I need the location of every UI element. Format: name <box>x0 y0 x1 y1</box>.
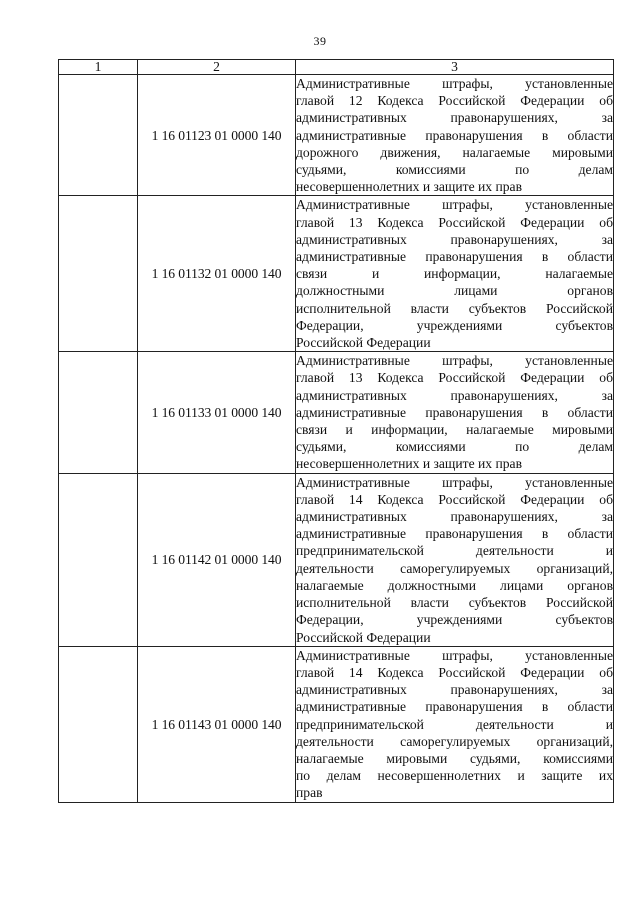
table-cell-col1 <box>59 352 138 473</box>
column-header-2: 2 <box>138 60 296 75</box>
table-cell-col1 <box>59 473 138 646</box>
description-line: судьями, комиссиями по делам <box>296 162 613 178</box>
table-row <box>59 646 614 802</box>
description-line: Административные штрафы, установленные <box>296 197 613 213</box>
description-line: главой 13 Кодекса Российской Федерации об <box>296 370 613 386</box>
description-line: административных правонарушениях, за <box>296 387 613 403</box>
description-line: связи и информации, налагаемые <box>296 266 613 282</box>
description-line: Федерации, учреждениями субъектов <box>296 612 613 628</box>
description-line: административных правонарушениях, за <box>296 682 613 698</box>
description-line: административных правонарушениях, за <box>296 231 613 247</box>
description-cell <box>296 473 614 646</box>
description-cell <box>296 646 614 802</box>
description-line: судьями, комиссиями по делам <box>296 439 613 455</box>
description-line: административные правонарушения в области <box>296 699 613 715</box>
description-line: дорожного движения, налагаемые мировыми <box>296 144 613 160</box>
classification-code: 1 16 01143 01 0000 140 <box>138 646 296 802</box>
table-cell-col1 <box>59 75 138 196</box>
description-line: связи и информации, налагаемые мировыми <box>296 422 613 438</box>
description-line: административные правонарушения в области <box>296 127 613 143</box>
table-row <box>59 352 614 473</box>
page-number: 39 <box>313 34 327 48</box>
table-header-row <box>59 60 614 75</box>
description-line: деятельности саморегулируемых организаций, <box>296 733 613 749</box>
classification-code: 1 16 01142 01 0000 140 <box>138 473 296 646</box>
description-line: административных правонарушениях, за <box>296 509 613 525</box>
table-cell-col1 <box>59 196 138 352</box>
description-line: Административные штрафы, установленные <box>296 353 613 369</box>
description-line: административные правонарушения в области <box>296 526 613 542</box>
description-line: по делам несовершеннолетних и защите их <box>296 768 613 784</box>
column-header-3: 3 <box>296 60 614 75</box>
table-row <box>59 75 614 196</box>
budget-codes-table <box>58 59 614 803</box>
description-line: налагаемые мировыми судьями, комиссиями <box>296 750 613 766</box>
classification-code: 1 16 01133 01 0000 140 <box>138 352 296 473</box>
description-line: главой 13 Кодекса Российской Федерации об <box>296 214 613 230</box>
description-cell <box>296 196 614 352</box>
description-line: деятельности саморегулируемых организаций, <box>296 560 613 576</box>
classification-code: 1 16 01123 01 0000 140 <box>138 75 296 196</box>
description-line: исполнительной власти субъектов Российской <box>296 300 613 316</box>
classification-code: 1 16 01132 01 0000 140 <box>138 196 296 352</box>
description-line: налагаемые должностными лицами органов <box>296 577 613 593</box>
table-row <box>59 473 614 646</box>
description-line: административных правонарушениях, за <box>296 110 613 126</box>
table-cell-col1 <box>59 646 138 802</box>
description-line: главой 14 Кодекса Российской Федерации об <box>296 664 613 680</box>
description-line: предпринимательской деятельности и <box>296 543 613 559</box>
description-line: должностными лицами органов <box>296 283 613 299</box>
description-line: исполнительной власти субъектов Российской <box>296 595 613 611</box>
description-cell <box>296 352 614 473</box>
description-line: административные правонарушения в области <box>296 249 613 265</box>
description-line: Российской Федерации <box>296 629 431 645</box>
description-line: несовершеннолетних и защите их прав <box>296 179 523 195</box>
description-line: главой 12 Кодекса Российской Федерации об <box>296 93 613 109</box>
description-line: административные правонарушения в области <box>296 404 613 420</box>
description-line: предпринимательской деятельности и <box>296 716 613 732</box>
description-line: Административные штрафы, установленные <box>296 647 613 663</box>
description-line: Федерации, учреждениями субъектов <box>296 317 613 333</box>
description-line: Административные штрафы, установленные <box>296 474 613 490</box>
description-line: Российской Федерации <box>296 335 431 351</box>
description-cell <box>296 75 614 196</box>
table-row <box>59 196 614 352</box>
description-line: Административные штрафы, установленные <box>296 76 613 91</box>
description-line: главой 14 Кодекса Российской Федерации об <box>296 491 613 507</box>
description-line: прав <box>296 785 323 801</box>
column-header-1: 1 <box>59 60 138 75</box>
description-line: несовершеннолетних и защите их прав <box>296 456 523 472</box>
